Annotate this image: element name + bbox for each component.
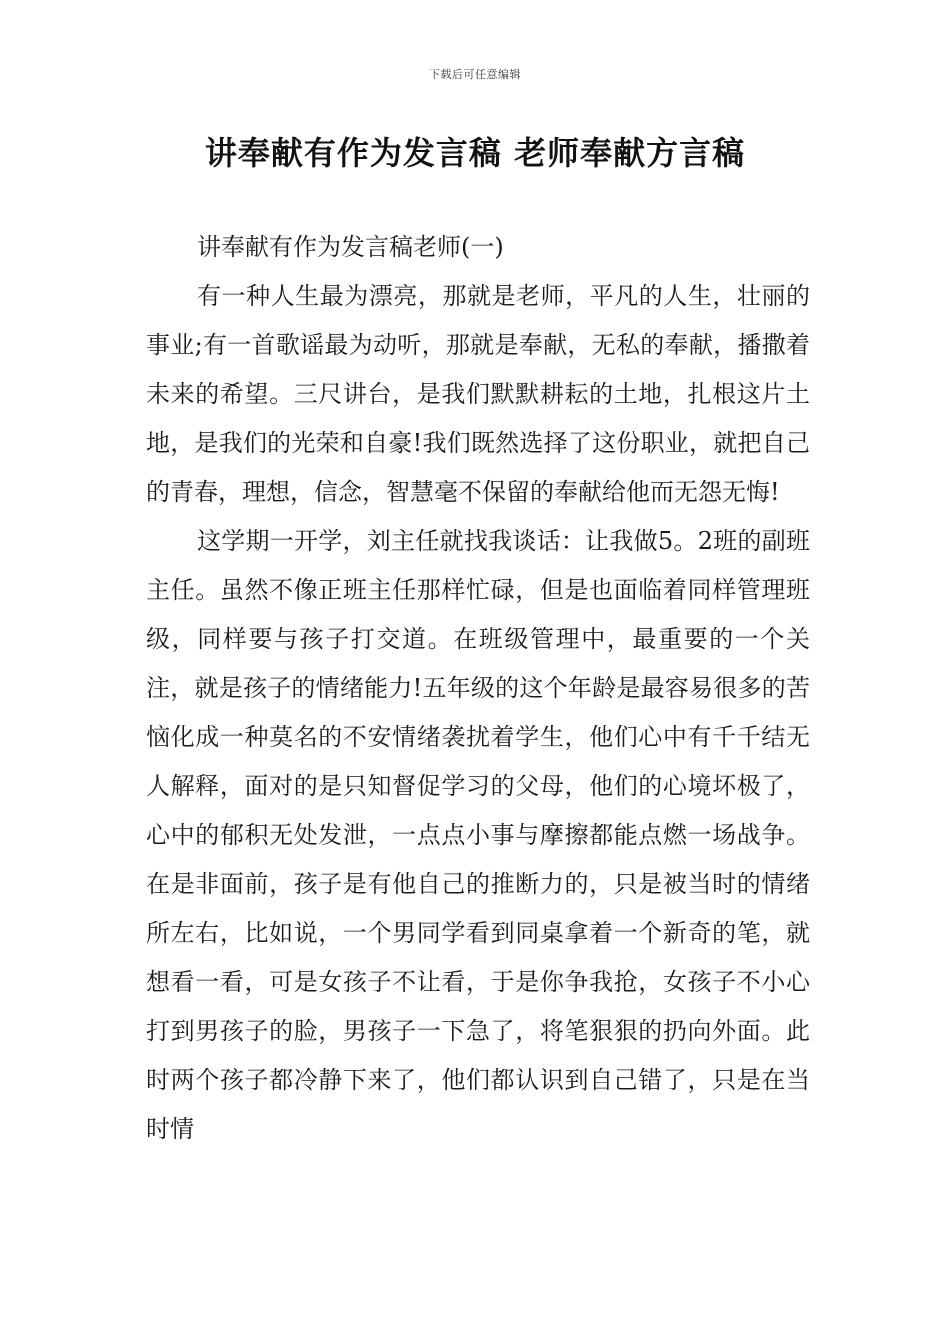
- document-title: 讲奉献有作为发言稿 老师奉献方言稿: [204, 134, 746, 172]
- paragraph: 有一种人生最为漂亮，那就是老师，平凡的人生，壮丽的事业;有一首歌谣最为动听，那就是奉献，无私的奉献，播撒着未来的希望。三尺讲台，是我们默默耕耘的土地，扎根这片土地，是我们的光荣和自豪!我们既然选择了这份职业，就把自己的青春，理想，信念，智慧毫不保留的奉献给他而无怨无悔!: [146, 282, 810, 506]
- document-body: [146, 223, 810, 1154]
- paragraph: 这学期一开学，刘主任就找我谈话：让我做5。2班的副班主任。虽然不像正班主任那样忙碌，但是也面临着同样管理班级，同样要与孩子打交道。在班级管理中，最重要的一个关注，就是孩子的情绪能力!五年级的这个年龄是最容易很多的苦恼化成一种莫名的不安情绪袭扰着学生，他们心中有千千结无人解释，面对的是只知督促学习的父母，他们的心境坏极了，心中的郁积无处发泄，一点点小事与摩擦都能点燃一场战争。在是非面前，孩子是有他自己的推断力的，只是被当时的情绪所左右，比如说，一个男同学看到同桌拿着一个新奇的笔，就想看一看，可是女孩子不让看，于是你争我抢，女孩子不小心打到男孩子的脸，男孩子一下急了，将笔狠狠的扔向外面。此时两个孩子都冷静下来了，他们都认识到自己错了，只是在当时情: [146, 527, 810, 1143]
- section-heading: 讲奉献有作为发言稿老师(一): [197, 233, 504, 261]
- header-note: 下载后可任意编辑: [429, 68, 521, 81]
